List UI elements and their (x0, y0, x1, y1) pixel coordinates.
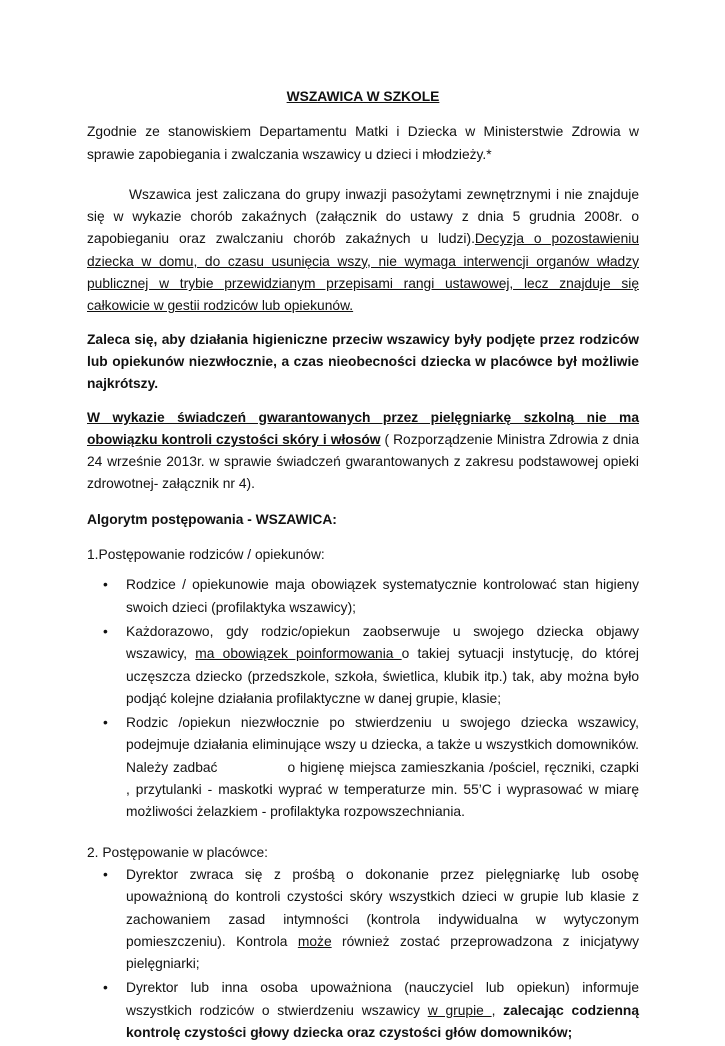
list-item-text: Rodzice / opiekunowie maja obowiązek systematycznie kontrolować stan higieny swoich dzieci (profilaktyka wszawicy); (126, 577, 639, 615)
list-item-text: o takiej sytuacji instytucję, do której uczęszcza dziecko (przedszkole, szkoła, świetlica, klubik itp.) tak, aby można było podjąć kolejne działania profilaktyczne w danej grupie, klasie; (126, 646, 639, 706)
intro-paragraph: Zgodnie ze stanowiskiem Departamentu Matki i Dziecka w Ministerstwie Zdrowia w sprawie zapobiegania i zwalczania wszawicy u dzieci i młodzieży.* (87, 124, 639, 162)
document-title: WSZAWICA W SZKOLE (286, 89, 440, 104)
list-item (87, 977, 639, 1044)
list-item-text: Rodzic /opiekun niezwłocznie po stwierdzeniu u swojego dziecka wszawicy, podejmuje działania eliminujące wszy u dziecka, a także u wszystkich domowników. Należy zadbać (126, 715, 639, 775)
section2-heading: 2. Postępowanie w placówce: (87, 844, 268, 860)
nurse-duties-emphasis: W wykazie świadczeń gwarantowanych przez pielęgniarkę szkolną nie ma obowiązku kontroli czystości skóry i włosów (87, 409, 639, 447)
algorithm-heading: Algorytm postępowania - WSZAWICA: (87, 511, 337, 527)
list-item-text: o higienę miejsca zamieszkania /pościel, ręczniki, czapki , przytulanki - maskotki wyprać w temperaturze min. 55’C i wyprasować w miarę możliwości żelazkiem - profilaktyka rozpowszechniania. (126, 759, 639, 820)
list-item-text: Dyrektor zwraca się z prośbą o dokonanie przez pielęgniarkę lub osobę upoważnioną do kontroli czystości skóry wszystkich dzieci w grupie lub klasie z zachowaniem zasad intymności (kontrola indywidualna w wytyczonym pomieszczeniu). Kontrola (126, 866, 639, 949)
nurse-duties-paragraph (87, 407, 639, 496)
list-item (87, 574, 639, 619)
obligation-text: ma obowiązek poinformowania (195, 646, 402, 662)
legal-status-text: Wszawica jest zaliczana do grupy inwazji pasożytami zewnętrznymi i nie znajduje się w wykazie chorób zakaźnych (załącznik do ustawy z dnia 5 grudnia 2008r. o zapobieganiu oraz zwalczaniu chorób zakaźnych u ludzi). (87, 186, 639, 247)
legal-status-paragraph (87, 184, 639, 318)
bullet-icon: • (103, 715, 108, 731)
list-item (87, 864, 639, 975)
section1-heading: 1.Postępowanie rodziców / opiekunów: (87, 547, 325, 563)
list-item-text: Każdorazowo, gdy rodzic/opiekun zaobserwuje u swojego dziecka objawy wszawicy, (126, 623, 639, 662)
list-item (87, 621, 639, 710)
list-item-text: Dyrektor lub inna osoba upoważniona (nauczyciel lub opiekun) informuje wszystkich rodziców o stwierdzeniu wszawicy (126, 980, 639, 1018)
bullet-icon: • (103, 980, 108, 996)
list-item-text: również zostać przeprowadzona z inicjatywy pielęgniarki; (126, 933, 639, 972)
may-text: może (297, 933, 332, 949)
regulation-reference: ( Rozporządzenie Ministra Zdrowia z dnia 24 wrześnie 2013r. w sprawie świadczeń gwarantowanych z zakresu podstawowej opieki zdrowotnej- załącznik nr 4). (87, 431, 639, 492)
daily-check-text: zalecając codzienną kontrolę czystości głowy dziecka oraz czystości głów domowników; (126, 1002, 639, 1040)
bullet-icon: • (103, 577, 108, 593)
section2-list (87, 864, 639, 1044)
in-group-text: w grupie (427, 1002, 492, 1018)
bullet-icon: • (103, 623, 108, 639)
list-item (87, 712, 639, 823)
list-item-text: , (491, 1002, 504, 1018)
bullet-icon: • (103, 866, 108, 882)
section1-list (87, 574, 639, 823)
document-page (87, 86, 639, 1046)
recommendation-paragraph: Zaleca się, aby działania higieniczne przeciw wszawicy były podjęte przez rodziców lub opiekunów niezwłocznie, a czas nieobecności dziecka w placówce był możliwie najkrótszy. (87, 331, 639, 392)
parent-decision-text: Decyzja o pozostawieniu dziecka w domu, do czasu usunięcia wszy, nie wymaga interwencji organów władzy publicznej w trybie przewidzianym przepisami rangi ustawowej, lecz znajduje się całkowicie w gestii rodziców lub opiekunów. (87, 231, 639, 314)
